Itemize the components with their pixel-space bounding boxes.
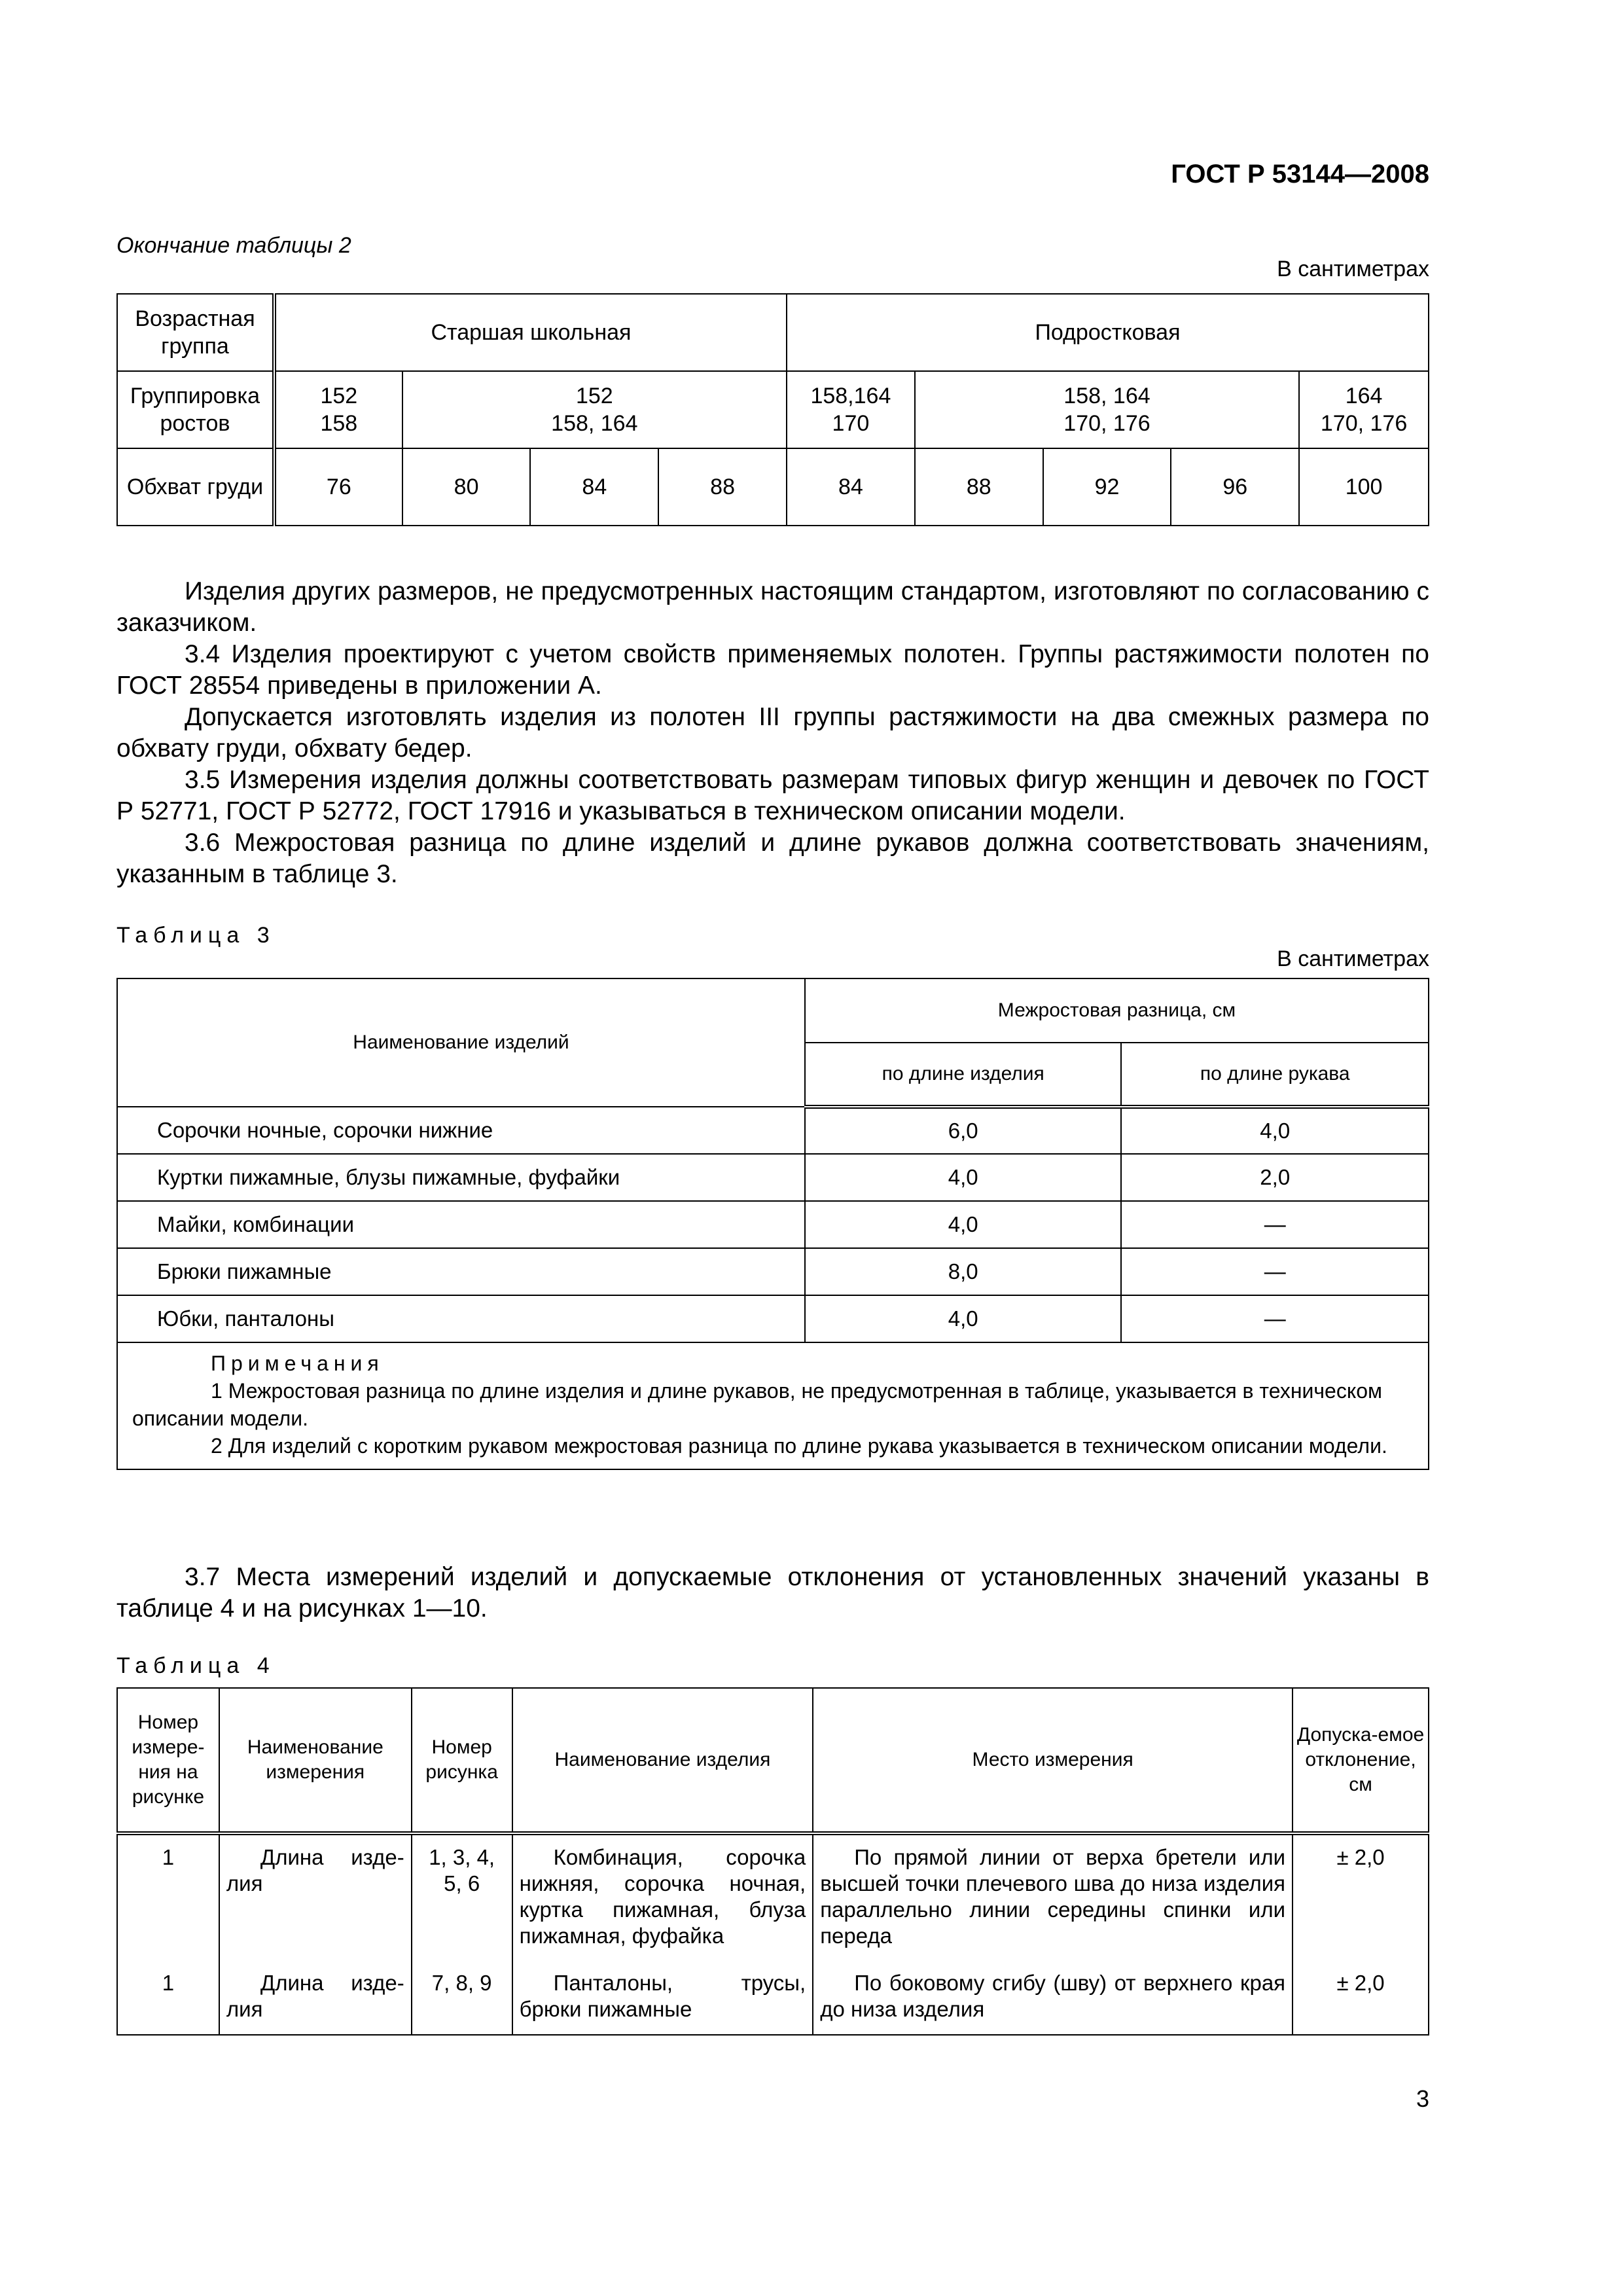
cell-place: По прямой линии от верха бретели или высшей точки плечевого шва до низа изделия параллельно линии середины спинки или переда	[813, 1833, 1293, 1961]
row-label-heights: Группировка ростов	[117, 371, 274, 448]
chest-cell: 88	[658, 448, 787, 526]
row-label-age-group: Возрастная группа	[117, 294, 274, 371]
header-height-diff: Межростовая разница, см	[805, 978, 1429, 1043]
paragraph-3-4: 3.4 Изделия проектируют с учетом свойств применяемых полотен. Группы растяжимости полотен по ГОСТ 28554 приведены в приложении А.	[116, 640, 1429, 700]
age-group-senior-school: Старшая школьная	[274, 294, 787, 371]
cell-measure: Длина изде-лия	[219, 1833, 412, 1961]
table-row-name: Брюки пижамные	[117, 1248, 805, 1295]
header-tolerance: Допуска-емое отклонение, см	[1293, 1688, 1429, 1833]
header-by-sleeve: по длине рукава	[1121, 1043, 1429, 1107]
header-measure-number: Номер измере-ния на рисунке	[117, 1688, 219, 1833]
note-2: 2 Для изделий с коротким рукавом межростовая разница по длине рукава указывается в техническом описании модели.	[211, 1434, 1387, 1458]
table-row-name: Майки, комбинации	[117, 1201, 805, 1248]
heights-cell: 152 158, 164	[402, 371, 787, 448]
table-row-name: Юбки, панталоны	[117, 1295, 805, 1342]
row-label-chest: Обхват груди	[117, 448, 274, 526]
table3-label: Таблица 3	[116, 923, 276, 948]
table-row-name: Куртки пижамные, блузы пижамные, фуфайки	[117, 1154, 805, 1201]
table-row-value: 4,0	[805, 1154, 1122, 1201]
heights-cell: 164 170, 176	[1299, 371, 1429, 448]
note-1: 1 Межростовая разница по длине изделия и длине рукавов, не предусмотренная в таблице, указывается в техническом описании модели.	[132, 1379, 1382, 1430]
paragraph-3-7: 3.7 Места измерений изделий и допускаемые отклонения от установленных значений указаны в таблице 4 и на рисунках 1—10.	[116, 1563, 1429, 1623]
standard-title: ГОСТ Р 53144—2008	[1171, 160, 1429, 188]
table2-units: В сантиметрах	[1277, 257, 1429, 281]
body-text	[116, 576, 1429, 890]
chest-cell: 96	[1171, 448, 1299, 526]
header-by-length: по длине изделия	[805, 1043, 1122, 1107]
age-group-teen: Подростковая	[787, 294, 1429, 371]
table4	[116, 1687, 1429, 2036]
chest-cell: 100	[1299, 448, 1429, 526]
table-row-value: 4,0	[805, 1295, 1122, 1342]
table-row-value: 8,0	[805, 1248, 1122, 1295]
chest-cell: 92	[1043, 448, 1171, 526]
chest-cell: 84	[530, 448, 658, 526]
header-measure-name: Наименование измерения	[219, 1688, 412, 1833]
table-row	[117, 1833, 1429, 1961]
notes-title: Примечания	[211, 1352, 384, 1375]
cell-place: По боковому сгибу (шву) от верхнего края до низа изделия	[813, 1961, 1293, 2035]
table-row-value: 4,0	[1121, 1107, 1429, 1154]
table-row-value: —	[1121, 1201, 1429, 1248]
chest-cell: 76	[274, 448, 402, 526]
header-figure-number: Номер рисунка	[412, 1688, 512, 1833]
table2	[116, 293, 1429, 526]
table-row-name: Сорочки ночные, сорочки нижние	[117, 1107, 805, 1154]
table-row-value: 6,0	[805, 1107, 1122, 1154]
table4-label: Таблица 4	[116, 1653, 276, 1678]
cell-product: Комбинация, сорочка нижняя, сорочка ночная, куртка пижамная, блуза пижамная, фуфайка	[512, 1833, 813, 1961]
cell-number: 1	[117, 1961, 219, 2035]
chest-cell: 88	[915, 448, 1043, 526]
body-text-3-7	[116, 1562, 1429, 1624]
cell-figures: 1, 3, 4, 5, 6	[412, 1833, 512, 1961]
cell-measure: Длина изде-лия	[219, 1961, 412, 2035]
paragraph: Допускается изготовлять изделия из полотен III группы растяжимости на два смежных размера по обхвату груди, обхвату бедер.	[116, 703, 1429, 762]
table3-units: В сантиметрах	[1277, 946, 1429, 971]
table-row-value: —	[1121, 1248, 1429, 1295]
table2-caption: Окончание таблицы 2	[116, 233, 351, 258]
heights-cell: 152 158	[274, 371, 402, 448]
table-row-value: —	[1121, 1295, 1429, 1342]
cell-figures: 7, 8, 9	[412, 1961, 512, 2035]
table3	[116, 978, 1429, 1470]
header-product-name: Наименование изделия	[512, 1688, 813, 1833]
cell-tolerance: ± 2,0	[1293, 1833, 1429, 1961]
paragraph-3-6: 3.6 Межростовая разница по длине изделий и длине рукавов должна соответствовать значениям, указанным в таблице 3.	[116, 829, 1429, 888]
cell-number: 1	[117, 1833, 219, 1961]
table3-notes	[117, 1342, 1429, 1469]
header-product-name: Наименование изделий	[117, 978, 805, 1107]
page-number: 3	[1416, 2085, 1429, 2112]
chest-cell: 84	[787, 448, 915, 526]
chest-cell: 80	[402, 448, 531, 526]
paragraph: Изделия других размеров, не предусмотренных настоящим стандартом, изготовляют по согласованию с заказчиком.	[116, 577, 1429, 637]
heights-cell: 158,164 170	[787, 371, 915, 448]
table-row-value: 4,0	[805, 1201, 1122, 1248]
paragraph-3-5: 3.5 Измерения изделия должны соответствовать размерам типовых фигур женщин и девочек по ГОСТ Р 52771, ГОСТ Р 52772, ГОСТ 17916 и указываться в техническом описании модели.	[116, 766, 1429, 825]
table-row	[117, 1961, 1429, 2035]
table-row-value: 2,0	[1121, 1154, 1429, 1201]
cell-tolerance: ± 2,0	[1293, 1961, 1429, 2035]
cell-product: Панталоны, трусы, брюки пижамные	[512, 1961, 813, 2035]
heights-cell: 158, 164 170, 176	[915, 371, 1299, 448]
header-measure-place: Место измерения	[813, 1688, 1293, 1833]
